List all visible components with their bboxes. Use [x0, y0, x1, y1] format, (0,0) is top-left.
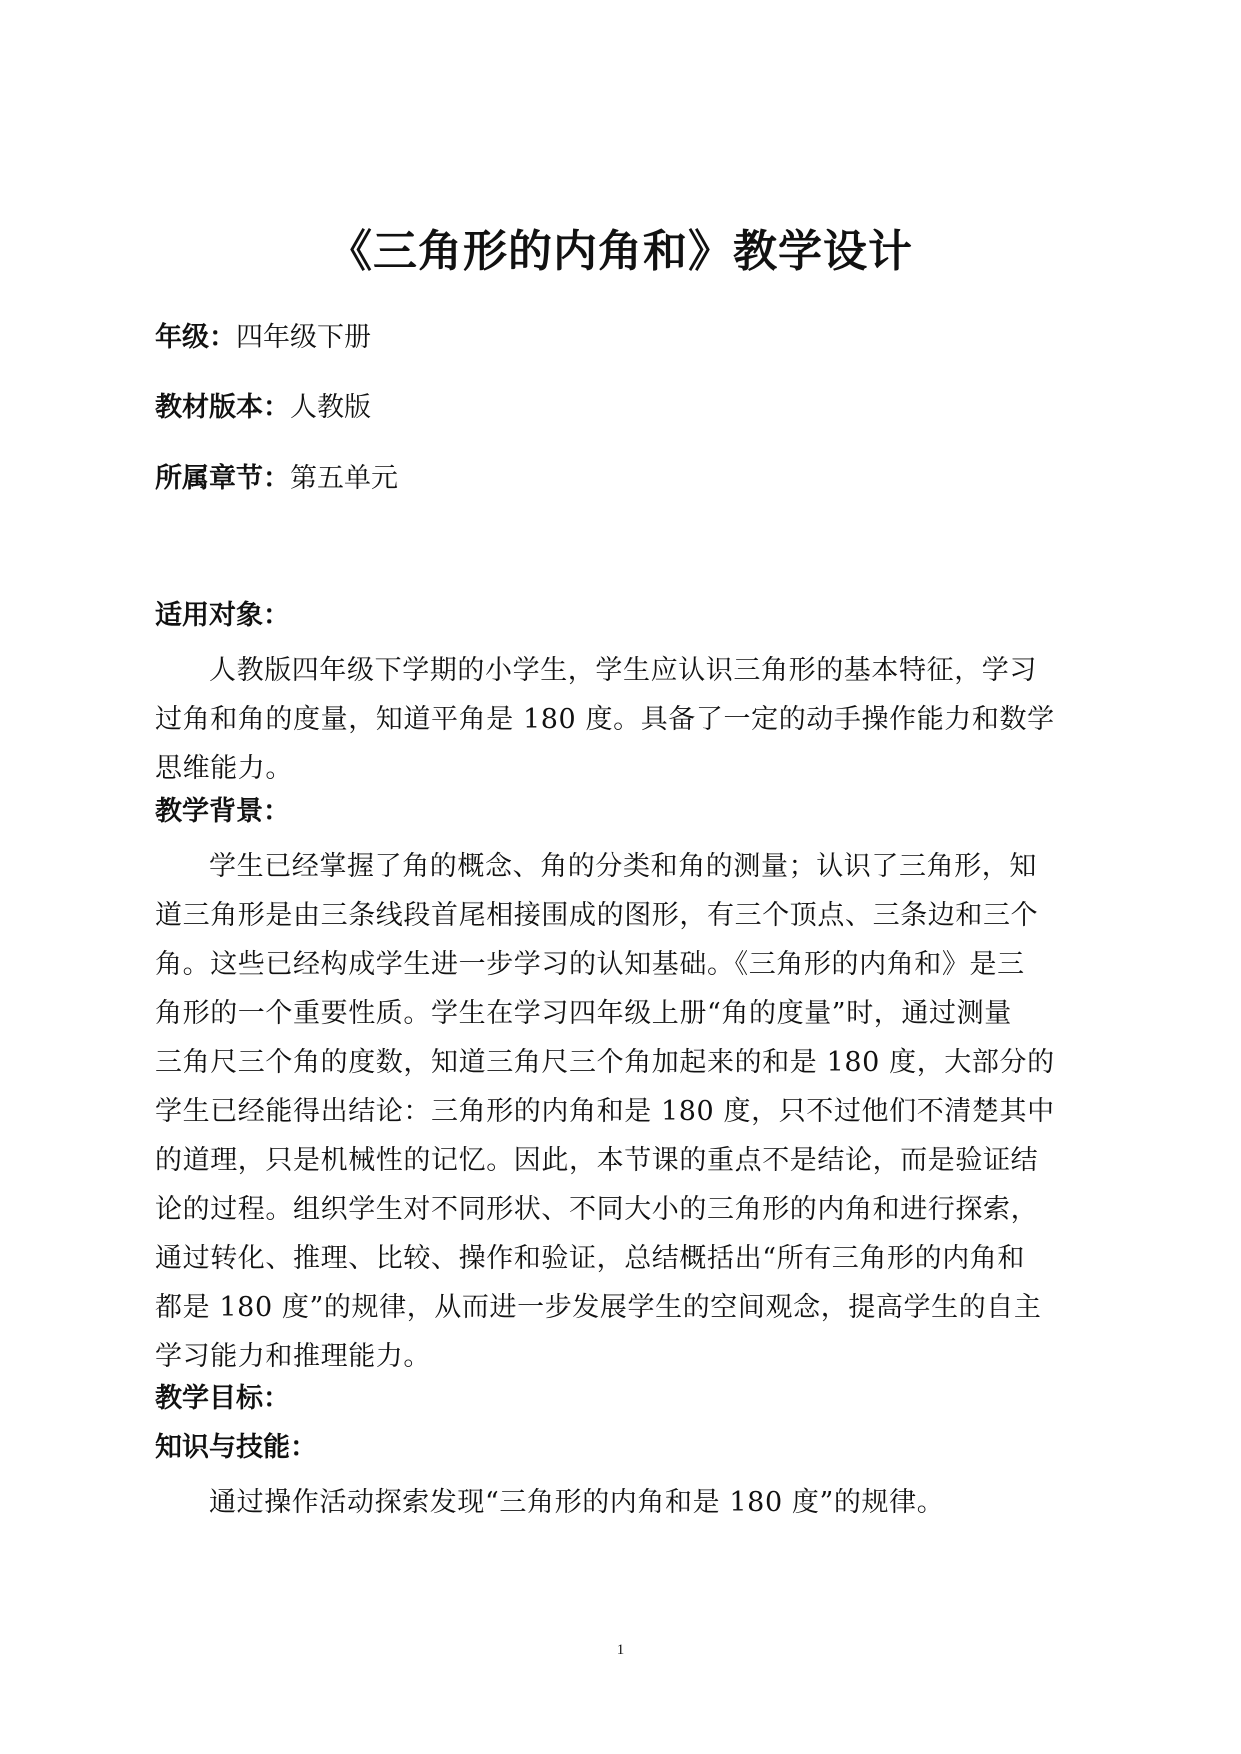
paragraph-line: 通过操作活动探索发现“三角形的内角和是 180 度”的规律。 — [209, 1487, 945, 1518]
background-heading: 教学背景： — [155, 796, 290, 827]
teaching-goals-heading: 教学目标： — [155, 1383, 290, 1414]
paragraph-line: 学生已经能得出结论：三角形的内角和是 180 度，只不过他们不清楚其中 — [155, 1096, 1055, 1127]
grade-value: 四年级下册 — [236, 322, 371, 353]
chapter-line — [155, 459, 398, 499]
paragraph-line: 学生已经掌握了角的概念、角的分类和角的测量；认识了三角形，知 — [209, 851, 1037, 882]
audience-heading: 适用对象： — [155, 600, 290, 631]
paragraph-line: 的道理，只是机械性的记忆。因此，本节课的重点不是结论，而是验证结 — [155, 1145, 1039, 1176]
textbook-edition-line — [155, 388, 371, 428]
textbook-edition-label: 教材版本： — [155, 392, 290, 423]
page-number: 1 — [616, 1642, 625, 1658]
chapter-label: 所属章节： — [155, 463, 290, 494]
background-paragraph — [155, 842, 1093, 1381]
audience-paragraph — [155, 646, 1093, 793]
document-title: 《三角形的内角和》教学设计 — [328, 226, 913, 277]
textbook-edition-value: 人教版 — [290, 392, 371, 423]
paragraph-line: 过角和角的度量，知道平角是 180 度。具备了一定的动手操作能力和数学 — [155, 704, 1055, 735]
paragraph-line: 道三角形是由三条线段首尾相接围成的图形，有三个顶点、三条边和三个 — [155, 900, 1039, 931]
paragraph-line: 都是 180 度”的规律，从而进一步发展学生的空间观念，提高学生的自主 — [155, 1292, 1042, 1323]
knowledge-skills-heading: 知识与技能： — [155, 1432, 317, 1463]
paragraph-line: 通过转化、推理、比较、操作和验证，总结概括出“所有三角形的内角和 — [155, 1243, 1026, 1274]
paragraph-line: 角。这些已经构成学生进一步学习的认知基础。《三角形的内角和》是三 — [155, 949, 1025, 980]
paragraph-line: 角形的一个重要性质。学生在学习四年级上册“角的度量”时，通过测量 — [155, 998, 1012, 1029]
paragraph-line: 论的过程。组织学生对不同形状、不同大小的三角形的内角和进行探索， — [155, 1194, 1039, 1225]
grade-label: 年级： — [155, 322, 236, 353]
chapter-value: 第五单元 — [290, 463, 398, 494]
knowledge-skills-paragraph — [155, 1478, 1093, 1527]
paragraph-line: 学习能力和推理能力。 — [155, 1341, 431, 1372]
paragraph-line: 三角尺三个角的度数，知道三角尺三个角加起来的和是 180 度，大部分的 — [155, 1047, 1055, 1078]
paragraph-line: 思维能力。 — [155, 753, 293, 784]
paragraph-line: 人教版四年级下学期的小学生，学生应认识三角形的基本特征，学习 — [209, 655, 1037, 686]
grade-line — [155, 318, 371, 358]
